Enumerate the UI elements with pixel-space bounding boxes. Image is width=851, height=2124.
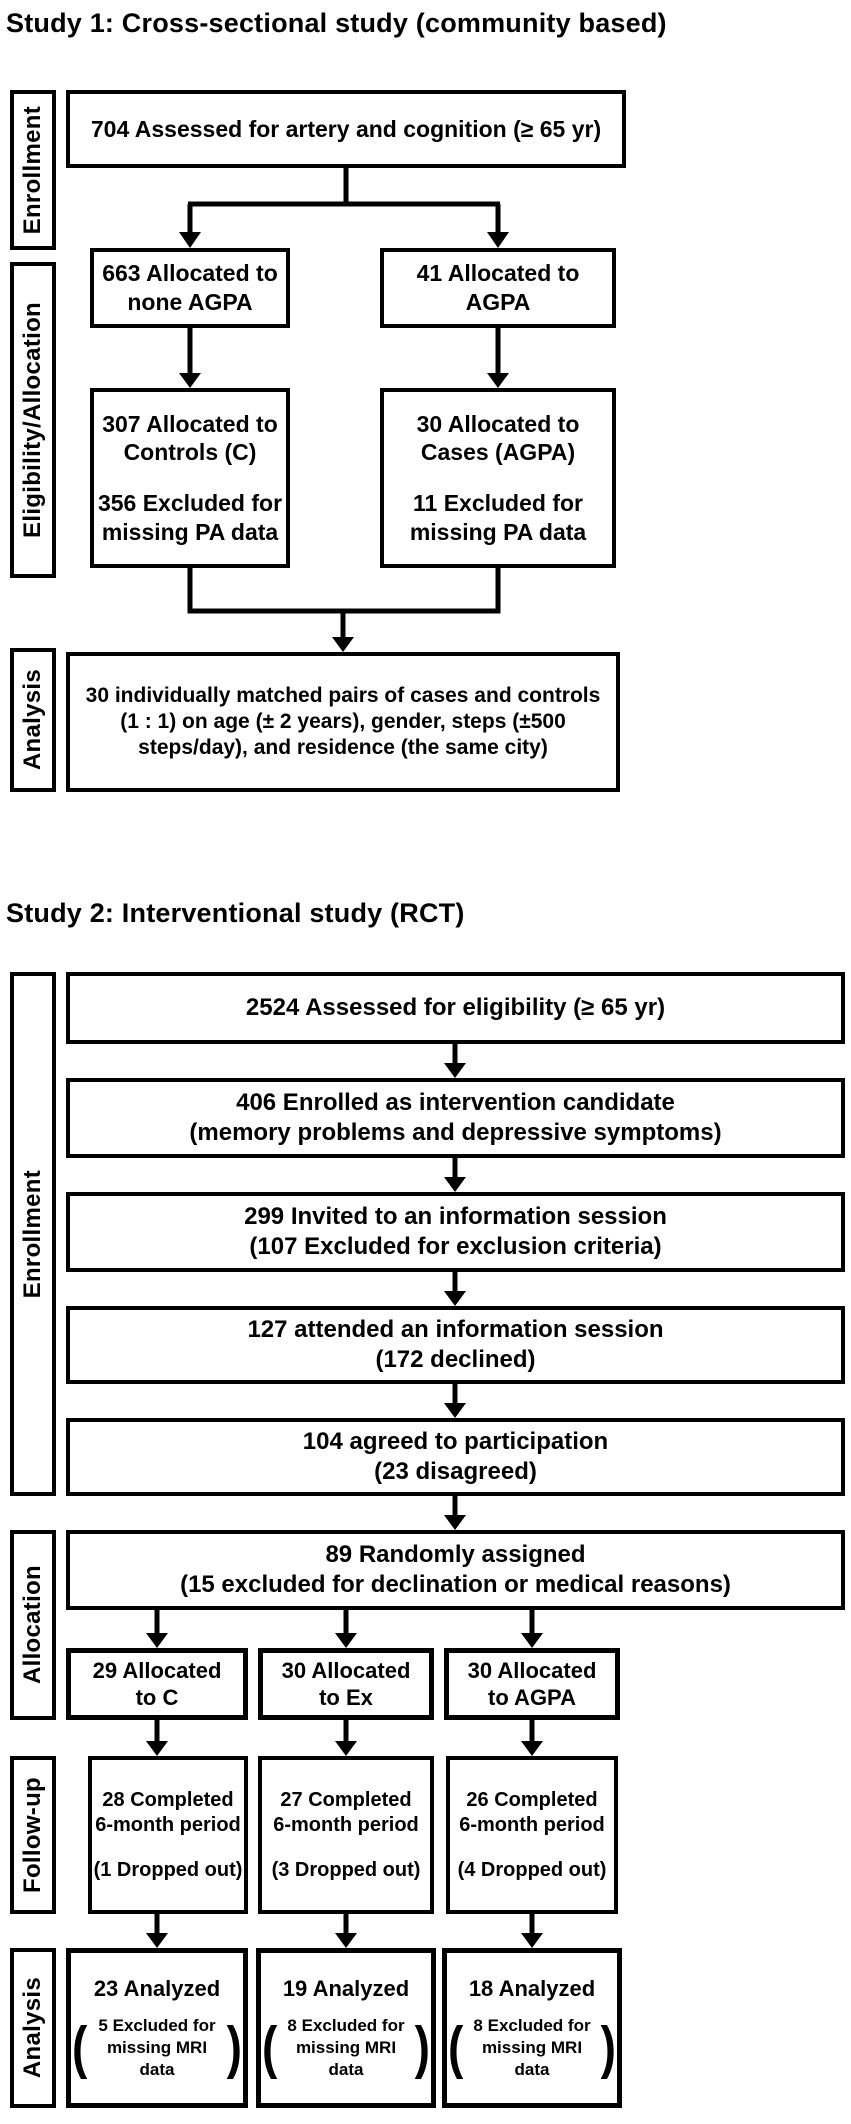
study1-side-eligibility-allocation xyxy=(10,262,56,578)
s2-agreed-box xyxy=(66,1418,845,1496)
line: to C xyxy=(135,1685,179,1710)
line: steps/day), and residence (the same city) xyxy=(138,736,548,760)
line: 104 agreed to participation xyxy=(302,1428,609,1455)
study1-side-eligibility-allocation-label: Eligibility/Allocation xyxy=(19,302,46,538)
line: (1 : 1) on age (± 2 years), gender, steps (±500 xyxy=(120,709,566,733)
excluded-note xyxy=(447,2015,617,2081)
line: (15 excluded for declination or medical reasons) xyxy=(180,1571,731,1598)
study2-side-allocation-label: Allocation xyxy=(19,1565,46,1685)
line: 2524 Assessed for eligibility (≥ 65 yr) xyxy=(245,994,666,1021)
line: missing MRI data xyxy=(106,2037,208,2079)
study2-side-analysis-label: Analysis xyxy=(19,1977,46,2079)
analyzed-count: 18 Analyzed xyxy=(468,1976,596,2002)
line: 307 Allocated to xyxy=(102,410,278,437)
s2-split-arrow-c xyxy=(146,1610,168,1648)
study1-side-analysis-label: Analysis xyxy=(19,669,46,771)
line: 5 Excluded for xyxy=(98,2015,216,2035)
open-paren: ( xyxy=(72,2014,88,2080)
s1-split-connector xyxy=(179,168,509,248)
s2-analysis-c-box xyxy=(66,1948,248,2108)
line: missing PA data xyxy=(409,518,587,545)
study2-side-enrollment xyxy=(10,972,56,1496)
s2-follow-arrow-agpa xyxy=(521,1720,543,1756)
line: 127 attended an information session xyxy=(247,1316,664,1343)
line: 30 Allocated to xyxy=(416,410,580,437)
study1-title: Study 1: Cross-sectional study (community based) xyxy=(6,8,667,38)
line: to AGPA xyxy=(488,1685,576,1710)
s2-follow-c-box xyxy=(88,1756,248,1914)
line: 89 Randomly assigned xyxy=(325,1541,586,1568)
line: 8 Excluded for xyxy=(287,2015,405,2035)
line: 41 Allocated to xyxy=(416,260,580,287)
study1-side-enrollment xyxy=(10,90,56,250)
line: 30 Allocated xyxy=(281,1657,411,1683)
s1-controls-box xyxy=(90,388,290,568)
line: Cases (AGPA) xyxy=(420,439,576,466)
excluded-lines xyxy=(277,2015,414,2081)
study2-side-followup xyxy=(10,1756,56,1914)
line: (1 Dropped out) xyxy=(93,1858,243,1881)
excluded-lines xyxy=(463,2015,600,2081)
open-paren: ( xyxy=(448,2014,464,2080)
close-paren: ) xyxy=(414,2014,430,2080)
study2-side-allocation xyxy=(10,1530,56,1720)
line: (3 Dropped out) xyxy=(271,1858,421,1881)
s2-arrow-4 xyxy=(444,1384,466,1418)
line: missing MRI data xyxy=(295,2037,397,2079)
s2-enrolled-box xyxy=(66,1078,845,1158)
s1-cases-box xyxy=(380,388,616,568)
line: to Ex xyxy=(319,1685,373,1710)
line: (memory problems and depressive symptoms) xyxy=(189,1119,722,1146)
s2-follow-ex-box xyxy=(258,1756,434,1914)
s2-arrow-1 xyxy=(444,1044,466,1078)
line: 663 Allocated to xyxy=(102,260,278,287)
s1-arrow-cases xyxy=(487,328,509,388)
s1-none-agpa-box xyxy=(90,248,290,328)
line: 406 Enrolled as intervention candidate xyxy=(236,1089,675,1116)
s2-alloc-ex-box xyxy=(258,1648,434,1720)
study2-side-analysis xyxy=(10,1948,56,2108)
line: AGPA xyxy=(465,289,531,315)
line: 299 Invited to an information session xyxy=(244,1203,667,1230)
study1-side-enrollment-label: Enrollment xyxy=(19,105,46,235)
s2-follow-arrow-ex xyxy=(335,1720,357,1756)
analyzed-count: 23 Analyzed xyxy=(93,1976,221,2002)
s2-follow-arrow-c xyxy=(146,1720,168,1756)
s2-alloc-agpa-box xyxy=(444,1648,620,1720)
s2-invited-box xyxy=(66,1192,845,1272)
s1-agpa-box xyxy=(380,248,616,328)
line: 704 Assessed for artery and cognition (≥ 65 yr) xyxy=(90,115,602,142)
line: Controls (C) xyxy=(123,439,257,466)
s2-analysis-agpa-box xyxy=(442,1948,622,2108)
line: missing PA data xyxy=(101,518,279,545)
s1-arrow-controls xyxy=(179,328,201,388)
line: missing MRI data xyxy=(481,2037,583,2079)
s1-assessed-box xyxy=(66,90,626,168)
study1-side-analysis xyxy=(10,648,56,792)
s2-analysis-arrow-c xyxy=(146,1914,168,1948)
excluded-note xyxy=(261,2015,431,2081)
open-paren: ( xyxy=(262,2014,278,2080)
line: 6-month period xyxy=(273,1813,419,1836)
excluded-note xyxy=(71,2015,243,2081)
s2-attended-box xyxy=(66,1306,845,1384)
analyzed-count: 19 Analyzed xyxy=(282,1976,410,2002)
s2-analysis-arrow-ex xyxy=(335,1914,357,1948)
s2-alloc-c-box xyxy=(66,1648,248,1720)
line: 26 Completed xyxy=(466,1788,598,1811)
line: 11 Excluded for xyxy=(412,490,583,516)
close-paren: ) xyxy=(600,2014,616,2080)
s2-arrow-5 xyxy=(444,1496,466,1530)
line: 6-month period xyxy=(95,1813,241,1836)
study2-title: Study 2: Interventional study (RCT) xyxy=(6,898,465,928)
s2-analysis-arrow-agpa xyxy=(521,1914,543,1948)
line: (107 Excluded for exclusion criteria) xyxy=(249,1233,662,1260)
s2-randomized-box xyxy=(66,1530,845,1610)
s2-arrow-3 xyxy=(444,1272,466,1306)
close-paren: ) xyxy=(226,2014,242,2080)
s2-analysis-ex-box xyxy=(256,1948,436,2108)
line: (4 Dropped out) xyxy=(457,1858,607,1881)
line: 27 Completed xyxy=(280,1788,412,1811)
s2-split-arrow-ex xyxy=(335,1610,357,1648)
line: 28 Completed xyxy=(102,1788,234,1811)
study2-side-followup-label: Follow-up xyxy=(19,1777,46,1893)
line: 8 Excluded for xyxy=(473,2015,591,2035)
line: (172 declined) xyxy=(375,1346,536,1373)
s2-arrow-2 xyxy=(444,1158,466,1192)
line: 30 individually matched pairs of cases and controls xyxy=(85,683,601,707)
line: none AGPA xyxy=(127,289,253,315)
s1-merge-connector xyxy=(188,568,501,652)
line: (23 disagreed) xyxy=(374,1458,537,1485)
s2-eligibility-box xyxy=(66,972,845,1044)
s2-follow-agpa-box xyxy=(446,1756,618,1914)
excluded-lines xyxy=(87,2015,226,2081)
line: 29 Allocated xyxy=(92,1657,222,1683)
line: 6-month period xyxy=(459,1813,605,1836)
line: 30 Allocated xyxy=(467,1657,597,1683)
s1-matched-box xyxy=(66,652,620,792)
study2-side-enrollment-label: Enrollment xyxy=(19,1169,46,1299)
line: 356 Excluded for xyxy=(97,490,283,516)
s2-split-arrow-agpa xyxy=(521,1610,543,1648)
